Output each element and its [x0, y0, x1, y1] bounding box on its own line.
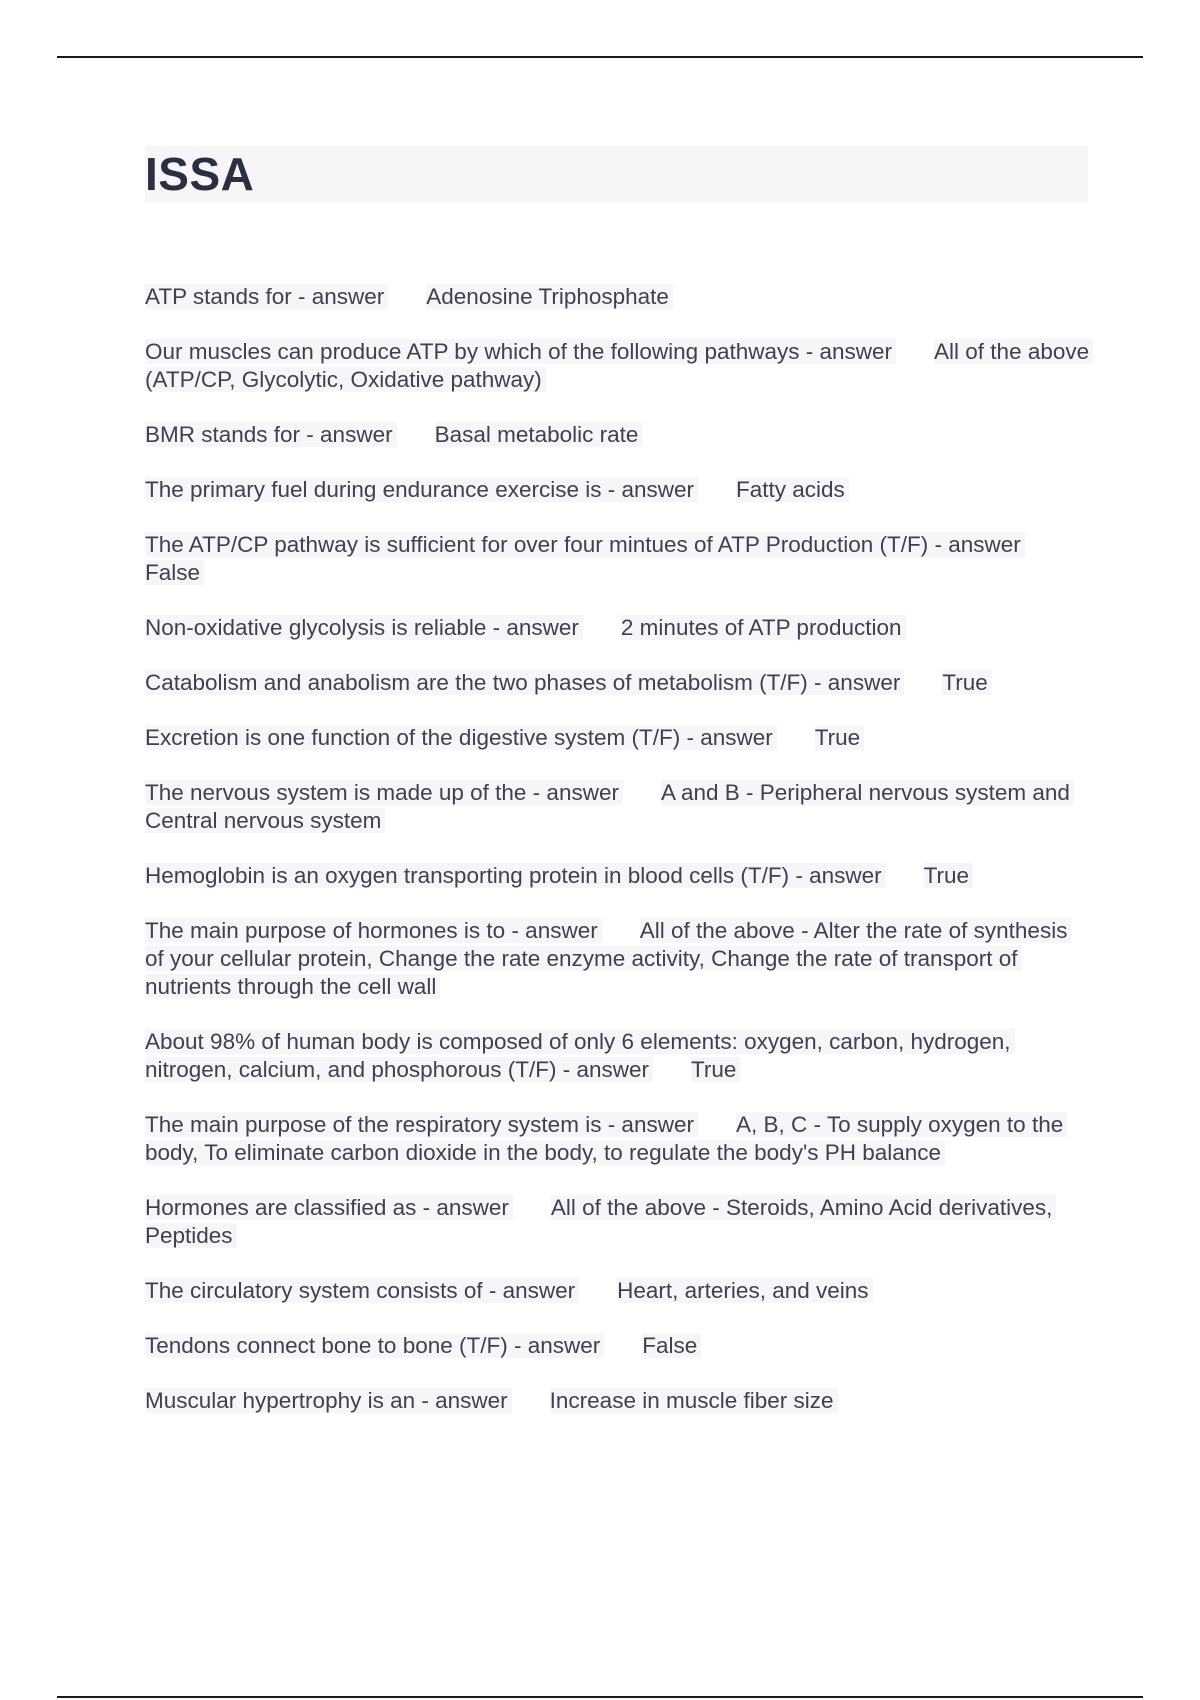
qa-item — [145, 283, 1090, 311]
question-text: Excretion is one function of the digestive system (T/F) - answer — [145, 725, 777, 750]
answer-text: Increase in muscle fiber size — [550, 1388, 838, 1413]
question-text: Muscular hypertrophy is an - answer — [145, 1388, 512, 1413]
answer-text: All of the above (ATP/CP, Glycolytic, Oxidative pathway) — [145, 339, 1093, 392]
qa-item — [145, 338, 1090, 394]
answer-text: All of the above - Alter the rate of synthesis of your cellular protein, Change the rate enzyme activity, Change the rate of transport of nutrients through the cell wall — [145, 918, 1071, 999]
qa-item — [145, 779, 1090, 835]
qa-item — [145, 862, 1090, 890]
answer-text: False — [642, 1333, 701, 1358]
question-text: Hormones are classified as - answer — [145, 1195, 513, 1220]
question-text: The circulatory system consists of - answer — [145, 1278, 579, 1303]
answer-text: A and B - Peripheral nervous system and Central nervous system — [145, 780, 1074, 833]
qa-item — [145, 531, 1090, 587]
qa-item — [145, 421, 1090, 449]
answer-text: Basal metabolic rate — [435, 422, 643, 447]
question-text: The main purpose of hormones is to - answer — [145, 918, 602, 943]
top-divider — [57, 56, 1143, 58]
qa-item — [145, 476, 1090, 504]
qa-item — [145, 724, 1090, 752]
question-text: Tendons connect bone to bone (T/F) - answer — [145, 1333, 604, 1358]
page-title: ISSA — [145, 148, 255, 200]
title-band — [145, 146, 1088, 202]
question-text: Hemoglobin is an oxygen transporting protein in blood cells (T/F) - answer — [145, 863, 886, 888]
answer-text: Fatty acids — [736, 477, 849, 502]
qa-item — [145, 1332, 1090, 1360]
answer-text: Heart, arteries, and veins — [617, 1278, 872, 1303]
qa-item — [145, 1194, 1090, 1250]
bottom-divider — [57, 1696, 1143, 1698]
qa-item — [145, 1111, 1090, 1167]
answer-text: False — [145, 560, 204, 585]
qa-item — [145, 1387, 1090, 1415]
answer-text: True — [924, 863, 973, 888]
question-text: About 98% of human body is composed of only 6 elements: oxygen, carbon, hydrogen, nitrogen, calcium, and phosphorous (T/F) - answer — [145, 1029, 1015, 1082]
answer-text: All of the above - Steroids, Amino Acid derivatives, Peptides — [145, 1195, 1056, 1248]
question-text: ATP stands for - answer — [145, 284, 388, 309]
answer-text: True — [691, 1057, 740, 1082]
qa-item — [145, 917, 1090, 1001]
question-text: The nervous system is made up of the - answer — [145, 780, 623, 805]
qa-list — [145, 283, 1090, 1442]
question-text: Catabolism and anabolism are the two phases of metabolism (T/F) - answer — [145, 670, 904, 695]
question-text: Our muscles can produce ATP by which of the following pathways - answer — [145, 339, 896, 364]
question-text: The primary fuel during endurance exercise is - answer — [145, 477, 698, 502]
answer-text: True — [815, 725, 864, 750]
answer-text: Adenosine Triphosphate — [426, 284, 673, 309]
question-text: The ATP/CP pathway is sufficient for over four mintues of ATP Production (T/F) - answer — [145, 532, 1025, 557]
answer-text: A, B, C - To supply oxygen to the body, To eliminate carbon dioxide in the body, to regulate the body's PH balance — [145, 1112, 1067, 1165]
answer-text: 2 minutes of ATP production — [621, 615, 906, 640]
qa-item — [145, 1277, 1090, 1305]
question-text: Non-oxidative glycolysis is reliable - answer — [145, 615, 583, 640]
answer-text: True — [942, 670, 991, 695]
question-text: BMR stands for - answer — [145, 422, 397, 447]
question-text: The main purpose of the respiratory system is - answer — [145, 1112, 698, 1137]
qa-item — [145, 614, 1090, 642]
qa-item — [145, 1028, 1090, 1084]
qa-item — [145, 669, 1090, 697]
